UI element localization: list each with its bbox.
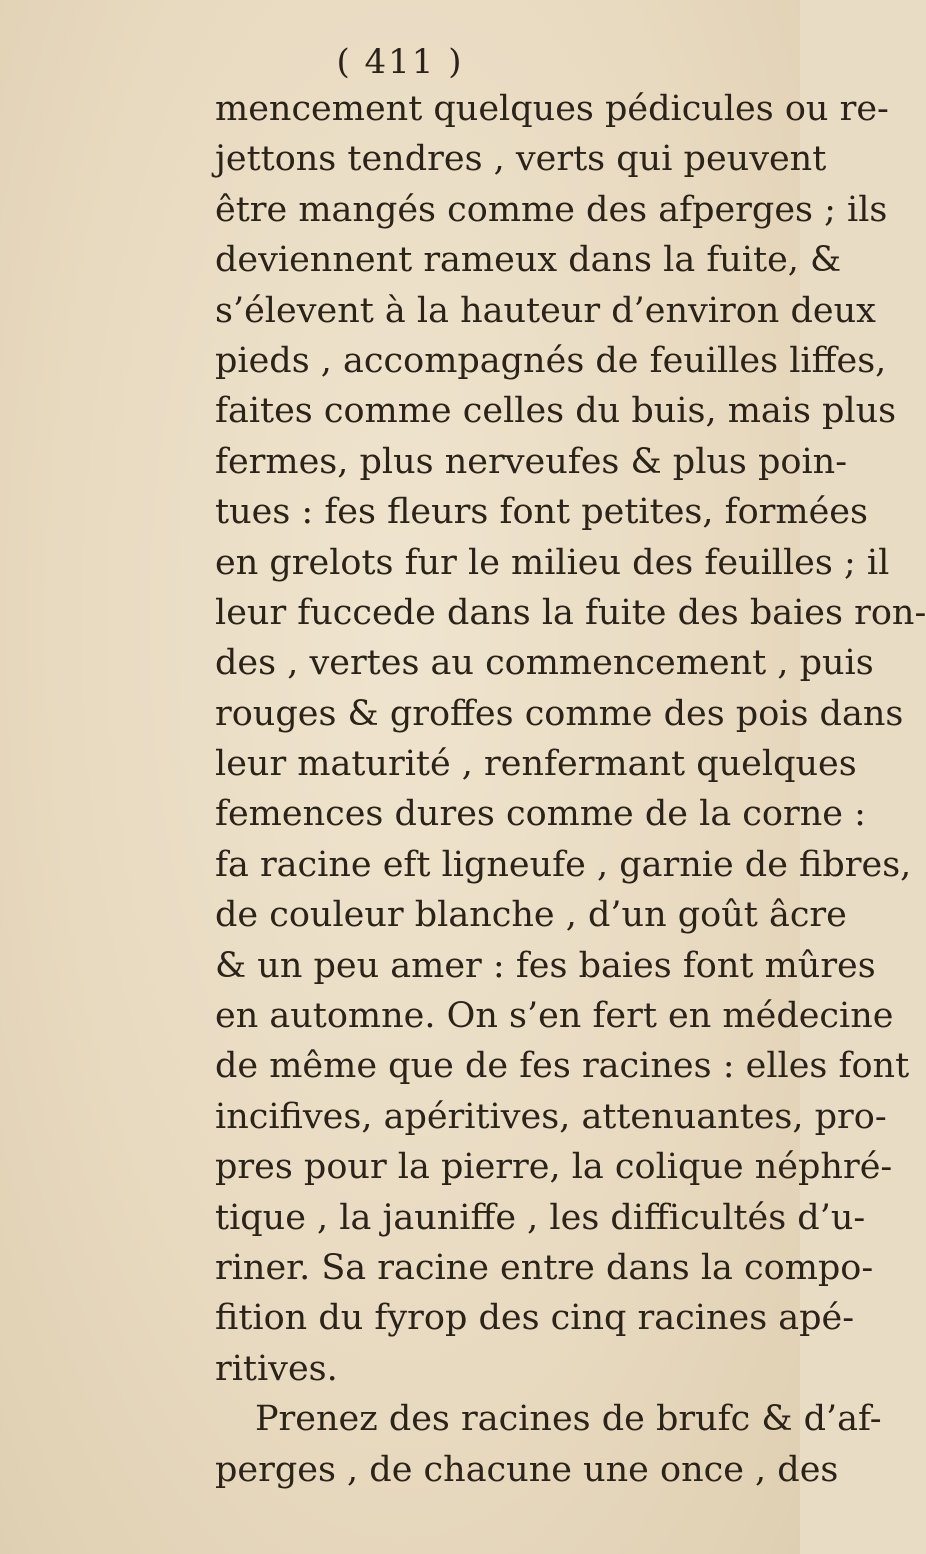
page-number: ( 411 ): [336, 42, 464, 82]
text-line: leur maturité , renfermant quelques: [215, 744, 857, 785]
text-line: Prenez des racines de brufc & d’af-: [255, 1399, 882, 1440]
text-line: en grelots fur le milieu des feuilles ; il: [215, 542, 890, 583]
text-line: riner. Sa racine entre dans la compo-: [215, 1247, 874, 1288]
text-line: pieds , accompagnés de feuilles liffes,: [215, 340, 887, 381]
blank-page-area: [0, 1280, 882, 1554]
text-line: s’élevent à la hauteur d’environ deux: [215, 290, 876, 331]
text-line: fermes, plus nerveufes & plus poin-: [215, 441, 848, 482]
text-line: en automne. On s’en fert en médecine: [215, 996, 894, 1037]
text-line: fa racine eft ligneufe , garnie de fibres,: [215, 844, 912, 885]
text-line: leur fuccede dans la fuite des baies ron-: [215, 592, 926, 633]
text-line: être mangés comme des afperges ; ils: [215, 189, 888, 230]
text-line: & un peu amer : fes baies font mûres: [215, 945, 876, 986]
text-line: des , vertes au commencement , puis: [215, 643, 874, 684]
text-line: deviennent rameux dans la fuite, &: [215, 240, 842, 281]
text-line: pres pour la pierre, la colique néphré-: [215, 1147, 893, 1188]
text-line: jettons tendres , verts qui peuvent: [215, 139, 827, 180]
text-line: perges , de chacune une once , des: [215, 1449, 839, 1490]
text-line: fition du fyrop des cinq racines apé-: [215, 1298, 855, 1339]
text-line: mencement quelques pédicules ou re-: [215, 89, 889, 129]
text-line: incifives, apéritives, attenuantes, pro-: [215, 1096, 887, 1137]
text-line: rouges & groffes comme des pois dans: [215, 693, 904, 734]
text-line: faites comme celles du buis, mais plus: [215, 391, 897, 432]
text-line: de même que de fes racines : elles font: [215, 1046, 910, 1087]
text-line: tique , la jauniffe , les difficultés d’u-: [215, 1197, 866, 1238]
text-line: femences dures comme de la corne :: [215, 794, 866, 835]
text-line: de couleur blanche , d’un goût âcre: [215, 895, 847, 936]
text-line: ritives.: [215, 1348, 338, 1389]
text-line: tues : fes fleurs font petites, formées: [215, 492, 868, 533]
